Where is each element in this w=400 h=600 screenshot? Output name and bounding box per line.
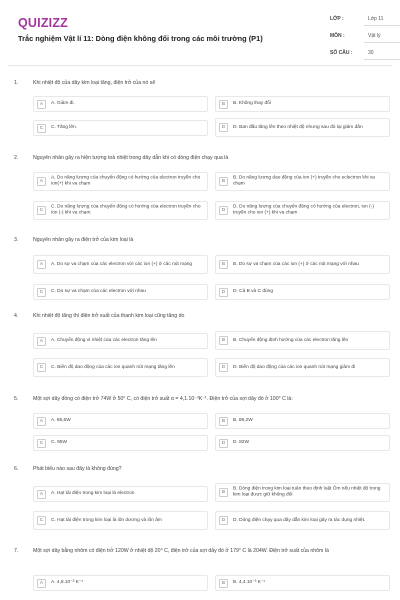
option-text: B. Do năng lượng dao động của ion (+) truyền cho eclectron khi va chạm [233,175,375,187]
answer-option-a[interactable] [33,255,208,274]
quizizz-logo: QUIZIZZ [18,16,69,30]
option-letter: B [219,177,228,186]
answer-option-d[interactable] [215,201,390,220]
answer-option-b[interactable] [215,483,390,502]
option-text: B. Chuyển động định hướng của các electron tăng lên [233,337,349,343]
option-text: A. 4,8.10⁻³ K⁻¹ [51,579,83,585]
option-letter: A [37,579,46,588]
option-letter: B [219,100,228,109]
question-text: Nguyên nhân gây ra điện trở của kim loại là [33,237,134,243]
question-text: Khi nhiệt độ tăng thì điện trở suất của thanh kim loại cũng tăng do [33,313,185,319]
question-number: 1. [14,80,19,86]
option-text: A. Do sự va chạm của các electron với các ion (+) ở các nút mạng [51,261,193,267]
question-text: Một sợi dây bằng nhôm có điện trở 120W ở nhiệt độ 20° C, điện trở của sợi dây đó ở 179° C là 204W. Điện trở suất của nhôm là [33,548,329,554]
option-text: D. Do năng lượng của chuyển động có hướng của electron, ion (-) truyền cho ion (+) khi va chạm [233,204,374,216]
answer-option-d[interactable] [215,358,390,377]
option-letter: B [219,579,228,588]
option-text: B. Do sự va chạm của các ion (+) ở các nút mạng với nhau [233,261,359,267]
question-number: 3. [14,237,19,243]
option-letter: D [219,206,228,215]
answer-option-c[interactable] [33,284,208,300]
option-text: B. 4,4.10⁻³ K⁻¹ [233,579,265,585]
option-letter: C [37,363,46,372]
option-letter: C [37,124,46,133]
answer-option-a[interactable] [33,575,208,591]
option-text: D. Cả B và C đúng [233,288,273,294]
answer-option-b[interactable] [215,255,390,274]
answer-option-c[interactable] [33,120,208,136]
option-text: D. Biên độ dao động của các ion quanh nút mạng giảm đi [233,364,356,370]
option-letter: C [37,206,46,215]
option-letter: D [219,288,228,297]
option-text: B. Không thay đổi [233,100,271,106]
meta-subject [330,33,400,43]
answer-option-a[interactable] [33,172,208,191]
option-text: D. Ban đầu tăng lên theo nhiệt độ nhưng sau đó lại giảm dần [233,124,363,130]
option-text: A. Hạt tải điện trong kim loại là electron [51,490,135,496]
option-text: A. Chuyển động vì nhiệt của các electron tăng lên [51,337,157,343]
meta-class-label: LỚP : [330,16,344,22]
answer-option-b[interactable] [215,575,390,591]
option-letter: D [219,123,228,132]
option-text: C. 95W [51,439,67,445]
option-text: A. Giảm đi. [51,100,75,106]
question-text: Khi nhiệt độ của dây kim loại tăng, điện trở của nó sẽ [33,80,156,86]
option-letter: A [37,177,46,186]
option-text: D. 82W [233,439,249,445]
option-text: A. Do năng lượng của chuyển động có hướng của electron truyền cho ion(+) khi va chạm [51,175,201,187]
answer-option-d[interactable] [215,511,390,530]
meta-count-value: 30 [368,50,374,56]
option-text: B. 89,2W [233,417,253,423]
option-text: C. Do sự va chạm của các electron với nhau [51,288,146,294]
option-text: A. 86,6W [51,417,71,423]
answer-option-b[interactable] [215,413,390,429]
meta-class [330,16,400,26]
meta-subject-value: Vật lý [368,33,381,39]
option-letter: D [219,363,228,372]
option-letter: C [37,288,46,297]
worksheet-header [8,8,392,66]
question-text: Phát biểu nào sau đây là không đúng? [33,466,122,472]
option-text: C. Hạt tải điện trong kim loại là iôn dương và iôn âm [51,517,162,523]
option-text: C. Biên độ dao động của các ion quanh nút mạng tăng lên [51,364,175,370]
option-letter: A [37,337,46,346]
option-text: D. Dòng điện chạy qua dây dẫn kim loại gây ra tác dụng nhiệt. [233,517,366,523]
answer-option-a[interactable] [33,96,208,112]
question-number: 7. [14,548,19,554]
option-letter: A [37,100,46,109]
page-title: Trắc nghiệm Vật lí 11: Dòng điện không đổi trong các môi trường (P1) [18,34,263,43]
answer-option-c[interactable] [33,435,208,451]
answer-option-a[interactable] [33,333,208,349]
option-text: C. Tăng lên. [51,124,78,130]
option-letter: A [37,417,46,426]
option-text: B. Dòng điện trong kim loại tuân theo định luật Ôm nếu nhiệt độ trong kim loại được giữ không đổi [233,486,381,498]
option-letter: B [219,417,228,426]
option-letter: D [219,516,228,525]
question-number: 6. [14,466,19,472]
answer-option-b[interactable] [215,172,390,191]
option-letter: A [37,490,46,499]
option-text: C. Do năng lượng của chuyển động có hướng của electron truyền cho ion (-) khi va chạm [51,204,201,216]
answer-option-d[interactable] [215,284,390,300]
answer-option-b[interactable] [215,331,390,350]
answer-option-b[interactable] [215,96,390,112]
option-letter: C [37,516,46,525]
question-number: 2. [14,155,19,161]
question-text: Một sợi dây đồng có điện trở 74W ở 50° C, có điện trở suất α = 4,1.10⁻³K⁻¹. Điện trở của sợi dây đó ở 100° C là: [33,396,293,402]
question-text: Nguyên nhân gây ra hiện tượng toả nhiệt trong dây dẫn khi có dòng điện chạy qua là [33,155,229,161]
answer-option-d[interactable] [215,118,390,137]
option-letter: A [37,260,46,269]
option-letter: D [219,439,228,448]
option-letter: B [219,260,228,269]
meta-class-value: Lớp 11 [368,16,384,22]
meta-question-count [330,50,400,60]
meta-subject-label: MÔN : [330,33,345,39]
answer-option-c[interactable] [33,358,208,377]
question-number: 4. [14,313,19,319]
answer-option-a[interactable] [33,486,208,502]
option-letter: B [219,488,228,497]
option-letter: C [37,439,46,448]
option-letter: B [219,336,228,345]
answer-option-d[interactable] [215,435,390,451]
meta-count-label: SỐ CÂU : [330,50,353,56]
question-number: 5. [14,396,19,402]
answer-option-a[interactable] [33,413,208,429]
answer-option-c[interactable] [33,511,208,530]
answer-option-c[interactable] [33,201,208,220]
